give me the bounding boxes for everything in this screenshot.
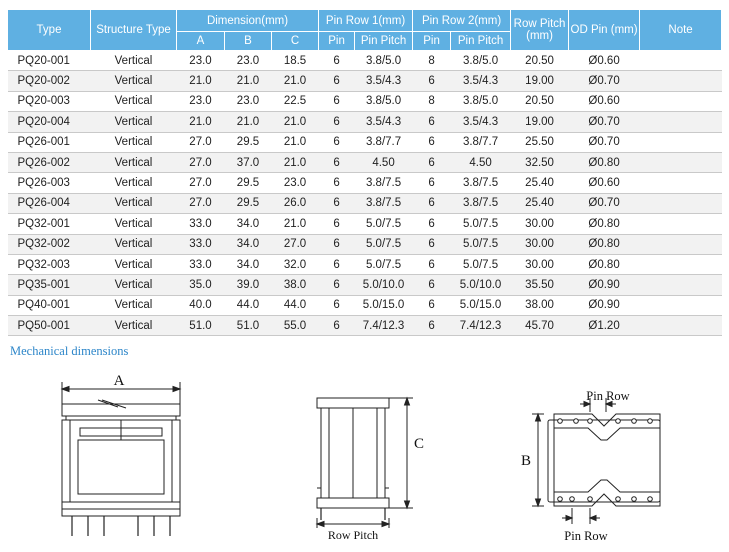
cell-dim-c: 21.0: [272, 112, 319, 132]
pin-row-bottom-label: Pin Row: [564, 529, 608, 543]
cell-dim-b: 51.0: [225, 316, 272, 336]
cell-pin-1: 6: [319, 132, 355, 152]
cell-pin-pitch-2: 5.0/7.5: [451, 254, 511, 274]
cell-dim-a: 27.0: [177, 132, 225, 152]
cell-structure-type: Vertical: [91, 91, 177, 111]
cell-dim-c: 21.0: [272, 152, 319, 172]
cell-row-pitch: 45.70: [511, 316, 569, 336]
header-structure-type: Structure Type: [91, 10, 177, 51]
cell-pin-pitch-2: 7.4/12.3: [451, 316, 511, 336]
cell-pin-pitch-2: 3.8/5.0: [451, 51, 511, 71]
cell-dim-c: 27.0: [272, 234, 319, 254]
cell-pin-1: 6: [319, 173, 355, 193]
cell-note: [640, 152, 722, 172]
cell-type: PQ35-001: [8, 275, 91, 295]
bottom-view-drawing: [510, 368, 690, 550]
cell-structure-type: Vertical: [91, 132, 177, 152]
cell-pin-pitch-2: 5.0/7.5: [451, 214, 511, 234]
cell-pin-2: 6: [413, 112, 451, 132]
side-view-drawing: [295, 368, 445, 550]
cell-structure-type: Vertical: [91, 71, 177, 91]
row-pitch-label: Row Pitch: [327, 528, 379, 542]
cell-note: [640, 173, 722, 193]
table-row: [8, 193, 722, 213]
spec-table: [7, 9, 722, 336]
table-row: [8, 51, 722, 71]
cell-pin-pitch-2: 5.0/10.0: [451, 275, 511, 295]
cell-dim-c: 18.5: [272, 51, 319, 71]
header-pin-pitch-2: Pin Pitch: [451, 32, 511, 51]
cell-pin-1: 6: [319, 193, 355, 213]
cell-pin-1: 6: [319, 254, 355, 274]
cell-structure-type: Vertical: [91, 295, 177, 315]
cell-note: [640, 254, 722, 274]
cell-pin-pitch-1: 4.50: [355, 152, 413, 172]
cell-note: [640, 132, 722, 152]
cell-dim-b: 29.5: [225, 173, 272, 193]
cell-dim-a: 21.0: [177, 112, 225, 132]
cell-pin-pitch-1: 5.0/7.5: [355, 234, 413, 254]
cell-type: PQ20-003: [8, 91, 91, 111]
cell-pin-pitch-2: 3.8/7.7: [451, 132, 511, 152]
cell-dim-a: 35.0: [177, 275, 225, 295]
cell-dim-a: 23.0: [177, 51, 225, 71]
cell-dim-b: 44.0: [225, 295, 272, 315]
cell-row-pitch: 30.00: [511, 214, 569, 234]
cell-row-pitch: 25.50: [511, 132, 569, 152]
cell-type: PQ26-004: [8, 193, 91, 213]
cell-row-pitch: 20.50: [511, 51, 569, 71]
cell-type: PQ50-001: [8, 316, 91, 336]
cell-pin-2: 6: [413, 173, 451, 193]
cell-dim-c: 26.0: [272, 193, 319, 213]
cell-note: [640, 316, 722, 336]
cell-dim-c: 38.0: [272, 275, 319, 295]
cell-dim-a: 40.0: [177, 295, 225, 315]
cell-pin-pitch-1: 5.0/10.0: [355, 275, 413, 295]
cell-pin-pitch-1: 5.0/15.0: [355, 295, 413, 315]
cell-pin-1: 6: [319, 51, 355, 71]
cell-pin-2: 8: [413, 91, 451, 111]
table-row: [8, 91, 722, 111]
cell-note: [640, 295, 722, 315]
table-row: [8, 275, 722, 295]
cell-row-pitch: 19.00: [511, 71, 569, 91]
cell-pin-pitch-2: 3.8/5.0: [451, 91, 511, 111]
cell-dim-b: 21.0: [225, 112, 272, 132]
cell-row-pitch: 20.50: [511, 91, 569, 111]
table-row: [8, 173, 722, 193]
cell-structure-type: Vertical: [91, 152, 177, 172]
table-row: [8, 71, 722, 91]
cell-structure-type: Vertical: [91, 112, 177, 132]
cell-od-pin: Ø0.70: [569, 132, 640, 152]
cell-row-pitch: 30.00: [511, 254, 569, 274]
pin-row-top-label: Pin Row: [586, 389, 630, 403]
cell-dim-a: 33.0: [177, 254, 225, 274]
header-dimension: Dimension(mm): [177, 10, 319, 32]
cell-pin-pitch-1: 5.0/7.5: [355, 254, 413, 274]
cell-pin-pitch-1: 3.8/5.0: [355, 51, 413, 71]
cell-od-pin: Ø1.20: [569, 316, 640, 336]
cell-pin-pitch-1: 5.0/7.5: [355, 214, 413, 234]
cell-type: PQ20-001: [8, 51, 91, 71]
cell-dim-b: 37.0: [225, 152, 272, 172]
header-c: C: [272, 32, 319, 51]
cell-dim-b: 23.0: [225, 91, 272, 111]
header-a: A: [177, 32, 225, 51]
cell-od-pin: Ø0.90: [569, 295, 640, 315]
cell-type: PQ32-003: [8, 254, 91, 274]
dimension-a-label: A: [113, 373, 125, 389]
table-row: [8, 234, 722, 254]
cell-dim-b: 21.0: [225, 71, 272, 91]
cell-dim-b: 34.0: [225, 254, 272, 274]
cell-note: [640, 112, 722, 132]
cell-od-pin: Ø0.60: [569, 51, 640, 71]
cell-pin-pitch-2: 4.50: [451, 152, 511, 172]
cell-note: [640, 51, 722, 71]
cell-pin-2: 6: [413, 295, 451, 315]
cell-dim-b: 34.0: [225, 234, 272, 254]
cell-dim-b: 39.0: [225, 275, 272, 295]
cell-dim-b: 29.5: [225, 193, 272, 213]
header-row-pitch: Row Pitch (mm): [511, 10, 569, 51]
cell-dim-a: 33.0: [177, 234, 225, 254]
header-od-pin: OD Pin (mm): [569, 10, 640, 51]
cell-pin-2: 6: [413, 132, 451, 152]
cell-od-pin: Ø0.70: [569, 193, 640, 213]
cell-pin-1: 6: [319, 214, 355, 234]
cell-pin-1: 6: [319, 91, 355, 111]
front-view-drawing: [40, 368, 210, 548]
cell-dim-a: 33.0: [177, 214, 225, 234]
cell-od-pin: Ø0.80: [569, 254, 640, 274]
cell-pin-pitch-2: 3.5/4.3: [451, 112, 511, 132]
cell-note: [640, 91, 722, 111]
cell-row-pitch: 25.40: [511, 173, 569, 193]
cell-pin-pitch-1: 7.4/12.3: [355, 316, 413, 336]
cell-pin-pitch-2: 5.0/7.5: [451, 234, 511, 254]
cell-pin-1: 6: [319, 295, 355, 315]
cell-pin-2: 8: [413, 51, 451, 71]
cell-structure-type: Vertical: [91, 316, 177, 336]
cell-dim-a: 23.0: [177, 91, 225, 111]
cell-type: PQ20-002: [8, 71, 91, 91]
cell-dim-c: 32.0: [272, 254, 319, 274]
cell-od-pin: Ø0.70: [569, 71, 640, 91]
cell-dim-a: 27.0: [177, 193, 225, 213]
cell-pin-pitch-1: 3.8/7.5: [355, 173, 413, 193]
cell-type: PQ32-001: [8, 214, 91, 234]
cell-type: PQ26-001: [8, 132, 91, 152]
cell-pin-pitch-1: 3.8/7.5: [355, 193, 413, 213]
section-title: Mechanical dimensions: [10, 344, 129, 358]
table-row: [8, 112, 722, 132]
header-note: Note: [640, 10, 722, 51]
cell-structure-type: Vertical: [91, 254, 177, 274]
cell-row-pitch: 35.50: [511, 275, 569, 295]
table-row: [8, 316, 722, 336]
cell-row-pitch: 38.00: [511, 295, 569, 315]
header-pin-row-2: Pin Row 2(mm): [413, 10, 511, 32]
cell-pin-pitch-2: 3.8/7.5: [451, 193, 511, 213]
cell-pin-1: 6: [319, 71, 355, 91]
cell-pin-2: 6: [413, 71, 451, 91]
cell-dim-a: 21.0: [177, 71, 225, 91]
cell-pin-pitch-1: 3.8/5.0: [355, 91, 413, 111]
cell-structure-type: Vertical: [91, 173, 177, 193]
header-pin-1: Pin: [319, 32, 355, 51]
cell-pin-1: 6: [319, 152, 355, 172]
cell-pin-pitch-1: 3.5/4.3: [355, 112, 413, 132]
cell-note: [640, 71, 722, 91]
table-row: [8, 132, 722, 152]
cell-row-pitch: 32.50: [511, 152, 569, 172]
cell-dim-c: 22.5: [272, 91, 319, 111]
cell-pin-2: 6: [413, 316, 451, 336]
cell-od-pin: Ø0.60: [569, 91, 640, 111]
header-row-top: [8, 10, 722, 32]
dimension-c-label: C: [413, 436, 425, 452]
dimension-b-label: B: [520, 453, 532, 469]
header-type: Type: [8, 10, 91, 51]
cell-od-pin: Ø0.80: [569, 152, 640, 172]
cell-dim-c: 21.0: [272, 214, 319, 234]
cell-pin-2: 6: [413, 254, 451, 274]
cell-pin-2: 6: [413, 275, 451, 295]
cell-note: [640, 193, 722, 213]
cell-dim-c: 21.0: [272, 71, 319, 91]
header-pin-2: Pin: [413, 32, 451, 51]
cell-pin-1: 6: [319, 275, 355, 295]
cell-dim-b: 23.0: [225, 51, 272, 71]
table-row: [8, 214, 722, 234]
cell-structure-type: Vertical: [91, 234, 177, 254]
cell-type: PQ40-001: [8, 295, 91, 315]
cell-dim-c: 44.0: [272, 295, 319, 315]
cell-od-pin: Ø0.80: [569, 214, 640, 234]
cell-pin-1: 6: [319, 316, 355, 336]
spec-table-body: [8, 51, 722, 336]
cell-pin-1: 6: [319, 112, 355, 132]
cell-dim-b: 29.5: [225, 132, 272, 152]
cell-dim-a: 27.0: [177, 173, 225, 193]
cell-od-pin: Ø0.70: [569, 112, 640, 132]
table-row: [8, 254, 722, 274]
cell-note: [640, 275, 722, 295]
cell-pin-pitch-2: 5.0/15.0: [451, 295, 511, 315]
cell-pin-pitch-1: 3.8/7.7: [355, 132, 413, 152]
cell-dim-c: 21.0: [272, 132, 319, 152]
cell-pin-2: 6: [413, 193, 451, 213]
cell-pin-2: 6: [413, 234, 451, 254]
cell-od-pin: Ø0.60: [569, 173, 640, 193]
cell-type: PQ20-004: [8, 112, 91, 132]
cell-note: [640, 234, 722, 254]
cell-type: PQ26-003: [8, 173, 91, 193]
table-row: [8, 152, 722, 172]
cell-note: [640, 214, 722, 234]
cell-pin-pitch-1: 3.5/4.3: [355, 71, 413, 91]
table-row: [8, 295, 722, 315]
cell-row-pitch: 25.40: [511, 193, 569, 213]
cell-row-pitch: 19.00: [511, 112, 569, 132]
cell-pin-pitch-2: 3.5/4.3: [451, 71, 511, 91]
cell-dim-a: 51.0: [177, 316, 225, 336]
cell-pin-2: 6: [413, 152, 451, 172]
cell-structure-type: Vertical: [91, 51, 177, 71]
cell-od-pin: Ø0.90: [569, 275, 640, 295]
cell-pin-pitch-2: 3.8/7.5: [451, 173, 511, 193]
cell-dim-c: 55.0: [272, 316, 319, 336]
cell-type: PQ32-002: [8, 234, 91, 254]
cell-structure-type: Vertical: [91, 275, 177, 295]
cell-od-pin: Ø0.80: [569, 234, 640, 254]
header-pin-pitch-1: Pin Pitch: [355, 32, 413, 51]
cell-dim-b: 34.0: [225, 214, 272, 234]
cell-row-pitch: 30.00: [511, 234, 569, 254]
cell-structure-type: Vertical: [91, 193, 177, 213]
cell-pin-1: 6: [319, 234, 355, 254]
cell-structure-type: Vertical: [91, 214, 177, 234]
cell-dim-c: 23.0: [272, 173, 319, 193]
cell-type: PQ26-002: [8, 152, 91, 172]
header-pin-row-1: Pin Row 1(mm): [319, 10, 413, 32]
cell-dim-a: 27.0: [177, 152, 225, 172]
header-b: B: [225, 32, 272, 51]
cell-pin-2: 6: [413, 214, 451, 234]
